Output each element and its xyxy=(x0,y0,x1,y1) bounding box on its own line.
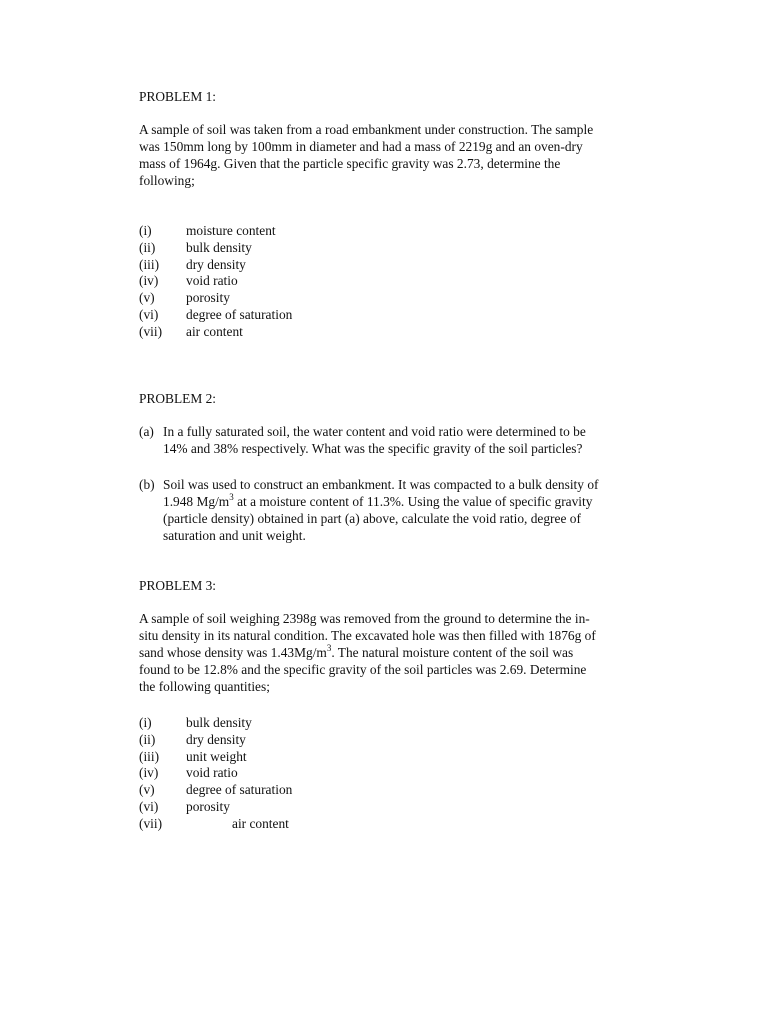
problem-2-title: PROBLEM 2: xyxy=(139,391,217,406)
list-item-number: (i) xyxy=(139,223,152,238)
problem-3-paragraph-line: situ density in its natural condition. The excavated hole was then filled with 1876g of xyxy=(139,628,596,643)
problem-3-paragraph-line: A sample of soil weighing 2398g was removed from the ground to determine the in- xyxy=(139,611,590,626)
part-b-line2-post: at a moisture content of 11.3%. Using the value of specific gravity xyxy=(233,494,593,509)
problem-3-line3-pre: sand whose density was 1.43Mg/m xyxy=(139,645,327,660)
part-b-line2-pre: 1.948 Mg/m xyxy=(163,494,230,509)
part-a-label: (a) xyxy=(139,424,154,439)
list-item-number: (iv) xyxy=(139,765,159,780)
problem-3-line3-post: . The natural moisture content of the soil was xyxy=(331,645,574,660)
list-item-number: (ii) xyxy=(139,732,156,747)
problem-3-paragraph-line: the following quantities; xyxy=(139,679,270,694)
part-b-line xyxy=(163,491,593,510)
problem-1-paragraph-line: was 150mm long by 100mm in diameter and had a mass of 2219g and an oven-dry xyxy=(139,139,583,154)
list-item-text: bulk density xyxy=(186,240,252,255)
list-item-number: (i) xyxy=(139,715,152,730)
list-item-number: (vi) xyxy=(139,307,159,322)
list-item-text: void ratio xyxy=(186,273,238,288)
list-item-text: dry density xyxy=(186,257,246,272)
list-item-number: (iv) xyxy=(139,273,159,288)
list-item-number: (v) xyxy=(139,290,155,305)
list-item-number: (ii) xyxy=(139,240,156,255)
part-b-line: (particle density) obtained in part (a) above, calculate the void ratio, degree of xyxy=(163,511,581,526)
list-item-text: moisture content xyxy=(186,223,276,238)
part-a-line: 14% and 38% respectively. What was the specific gravity of the soil particles? xyxy=(163,441,583,456)
list-item-text: air content xyxy=(186,324,243,339)
part-b-label: (b) xyxy=(139,477,155,492)
list-item-text: void ratio xyxy=(186,765,238,780)
list-item-text: dry density xyxy=(186,732,246,747)
problem-3-title: PROBLEM 3: xyxy=(139,578,217,593)
part-a-line: In a fully saturated soil, the water content and void ratio were determined to be xyxy=(163,424,586,439)
list-item-text: porosity xyxy=(186,290,230,305)
list-item-number: (vi) xyxy=(139,799,159,814)
list-item-number: (iii) xyxy=(139,257,160,272)
problem-1-paragraph-line: mass of 1964g. Given that the particle specific gravity was 2.73, determine the xyxy=(139,156,561,171)
list-item-text: unit weight xyxy=(186,749,247,764)
problem-1-title: PROBLEM 1: xyxy=(139,89,217,104)
problem-3-paragraph-line: found to be 12.8% and the specific gravity of the soil particles was 2.69. Determine xyxy=(139,662,587,677)
list-item-number: (v) xyxy=(139,782,155,797)
list-item-text: air content xyxy=(232,816,289,831)
problem-1-paragraph-line: A sample of soil was taken from a road embankment under construction. The sample xyxy=(139,122,594,137)
list-item-number: (vii) xyxy=(139,324,163,339)
list-item-text: degree of saturation xyxy=(186,782,293,797)
superscript: 3 xyxy=(326,642,332,653)
part-b-line: Soil was used to construct an embankment. It was compacted to a bulk density of xyxy=(163,477,599,492)
problem-3-paragraph-line xyxy=(139,642,574,661)
list-item-text: bulk density xyxy=(186,715,252,730)
problem-1-paragraph-line: following; xyxy=(139,173,195,188)
part-b-line: saturation and unit weight. xyxy=(163,528,306,543)
list-item-number: (iii) xyxy=(139,749,160,764)
list-item-text: degree of saturation xyxy=(186,307,293,322)
list-item-number: (vii) xyxy=(139,816,163,831)
list-item-text: porosity xyxy=(186,799,230,814)
superscript: 3 xyxy=(229,491,234,502)
